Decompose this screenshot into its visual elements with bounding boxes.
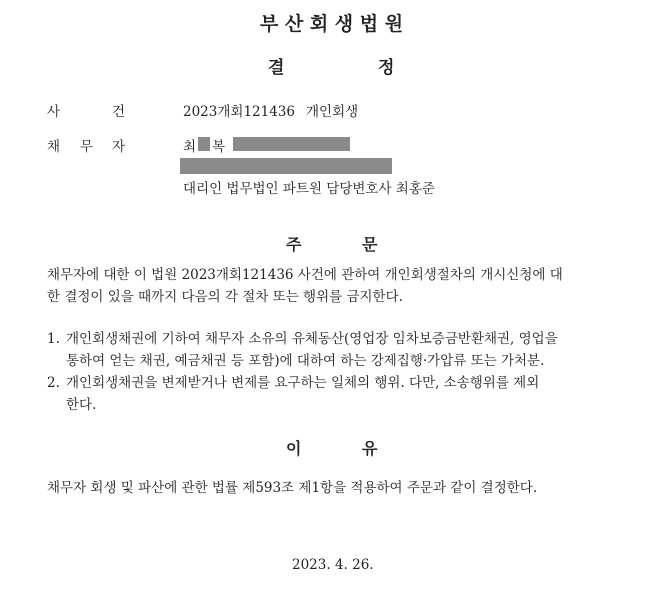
- debtor-label-char-2: 무: [80, 139, 94, 155]
- redaction-id-number: [233, 137, 350, 151]
- reason-heading-part2: 유: [362, 439, 378, 458]
- order-item-line-1: 개인회생채권을 변제받거나 변제를 요구하는 일체의 행위. 다만, 소송행위를 제외: [66, 375, 540, 391]
- case-number: 2023개회121436: [183, 104, 295, 120]
- order-item-line-1: 개인회생채권에 기하여 채무자 소유의 유체동산(영업장 임차보증금반환채권, 영업을: [66, 331, 558, 347]
- order-item-line-2: 통하여 얻는 채권, 예금채권 등 포함)에 대하여 하는 강제집행·가압류 또는 가처분.: [66, 353, 545, 369]
- reason-text: 채무자 회생 및 파산에 관한 법률 제593조 제1항을 적용하여 주문과 같이 결정한다.: [47, 480, 538, 496]
- debtor-name-last: 복: [212, 139, 226, 155]
- order-item-number: 2.: [47, 375, 60, 391]
- order-heading-part2: 문: [362, 235, 378, 254]
- debtor-label-char-1: 채: [47, 139, 61, 155]
- debtor-representative: 대리인 법무법인 파트원 담당변호사 최홍준: [183, 181, 435, 197]
- order-intro-line-1: 채무자에 대한 이 법원 2023개회121436 사건에 관하여 개인회생절차의 개시신청에 대: [47, 267, 563, 283]
- decision-date: 2023. 4. 26.: [292, 557, 374, 573]
- case-type: 개인회생: [306, 104, 359, 120]
- court-title: 부 산 회 생 법 원: [259, 13, 404, 35]
- order-intro-line-2: 한 결정이 있을 때까지 다음의 각 절차 또는 행위를 금지한다.: [47, 289, 403, 305]
- redaction-name-middle: [198, 137, 210, 151]
- order-item-line-2: 한다.: [66, 397, 97, 413]
- case-label-char-2: 건: [112, 104, 126, 120]
- debtor-label-char-3: 자: [112, 139, 126, 155]
- order-heading-part1: 주: [286, 235, 302, 254]
- document-title-part2: 정: [378, 58, 395, 78]
- order-item-number: 1.: [47, 331, 60, 347]
- case-label-char-1: 사: [47, 104, 61, 120]
- reason-heading-part1: 이: [286, 439, 302, 458]
- debtor-name-first: 최: [183, 139, 197, 155]
- document-title-part1: 결: [268, 58, 285, 78]
- redaction-address: [180, 158, 392, 174]
